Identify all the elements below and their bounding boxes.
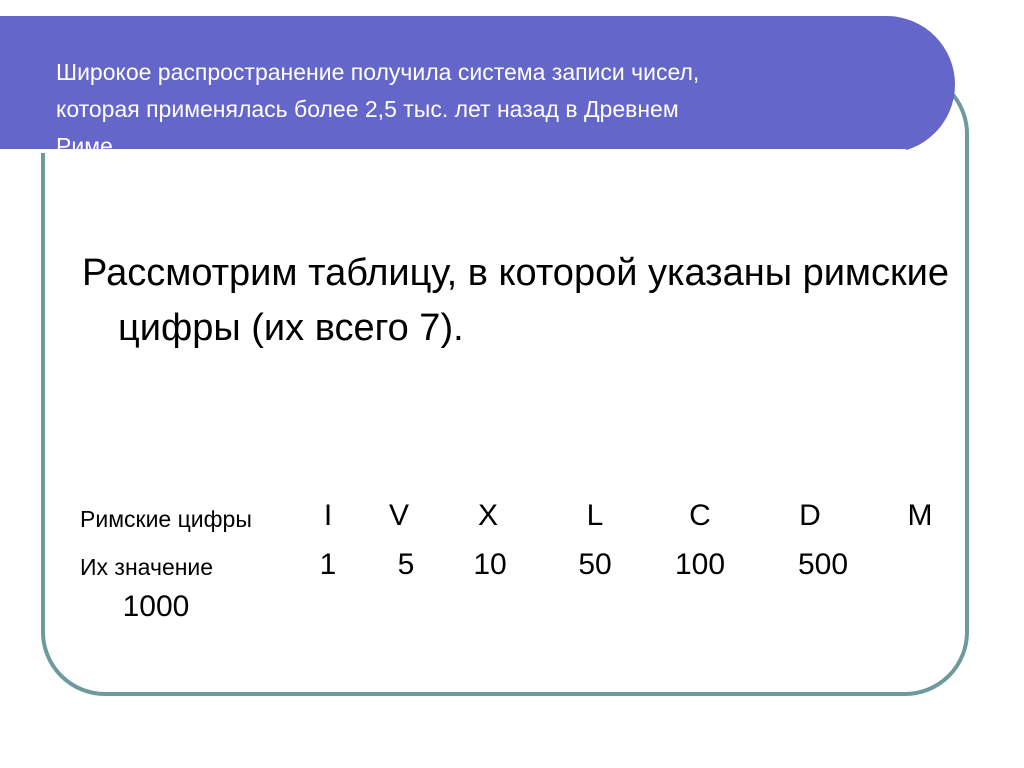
numeral-cell: I [323,499,333,532]
numeral-cell: M [907,499,933,532]
row-label-roman-numerals: Римские цифры [80,506,252,532]
numeral-cell: L [586,499,604,532]
value-cell: 500 [797,548,849,581]
value-cell: 1000 [122,590,190,623]
value-cell: 10 [473,548,507,581]
row-label-values: Их значение [80,554,214,580]
numeral-cell: X [477,499,498,532]
value-cell: 1 [319,548,337,581]
slide-title: Широкое распространение получила система записи чисел, которая применялась более 2,5 тыс. лет назад в Древнем Риме [56,59,700,159]
value-cell: 50 [578,548,612,581]
numeral-cell: V [388,499,409,532]
body-paragraph: Рассмотрим таблицу, в которой указаны римские цифры (их всего 7). [82,252,950,349]
value-cell: 5 [397,548,415,581]
numeral-cell: C [689,499,711,532]
value-cell: 100 [674,548,726,581]
numeral-cell: D [799,499,821,532]
